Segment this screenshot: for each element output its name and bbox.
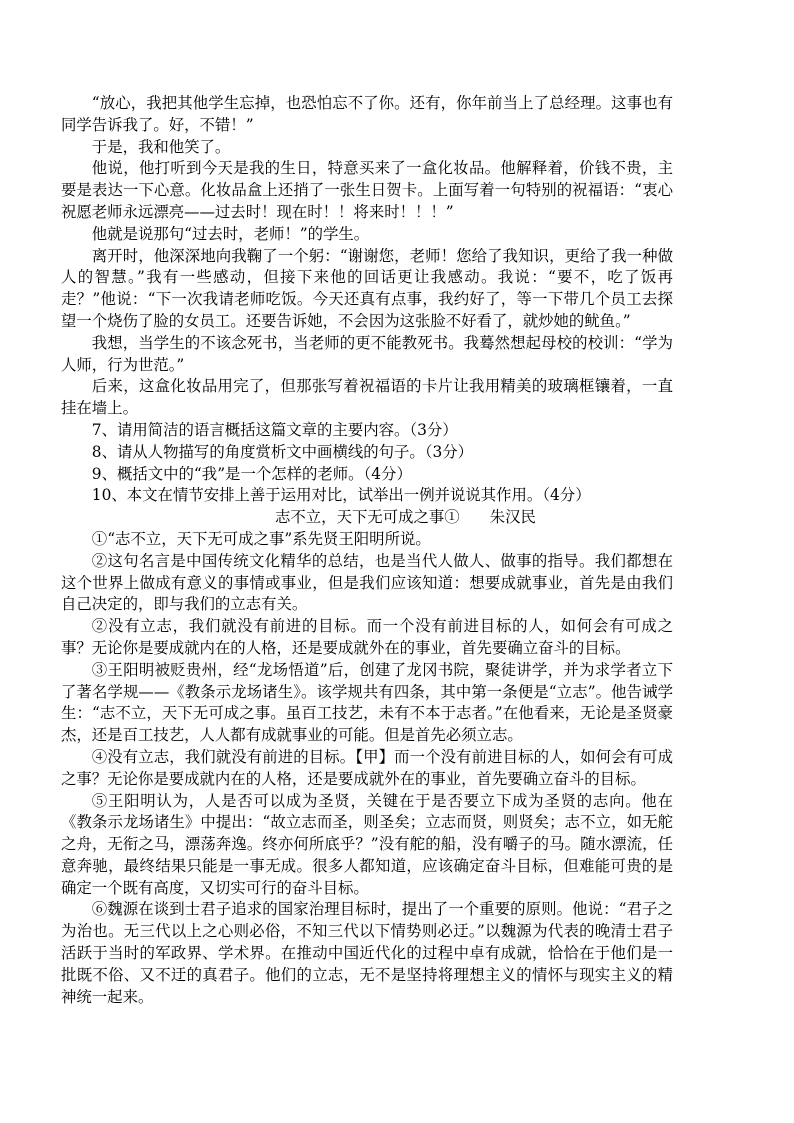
essay-paragraph: ②没有立志，我们就没有前进的目标。而一个没有前进目标的人，如何会有可成之事？无论你是要成就内在的人格，还是要成就外在的事业，首先要确立奋斗的目标。 [61, 617, 673, 657]
question-8: 8、请从人物描写的角度赏析文中画横线的句子。（3分） [91, 442, 474, 461]
essay-author: 朱汉民 [489, 508, 536, 527]
essay-paragraph: ①“志不立，天下无可成之事”系先贤王阳明所说。 [91, 529, 431, 548]
question-7: 7、请用简洁的语言概括这篇文章的主要内容。（3分） [91, 420, 458, 439]
question-10: 10、本文在情节安排上善于运用对比，试举出一例并说说其作用。（4分） [91, 486, 591, 505]
essay-paragraph: ③王阳明被贬贵州，经“龙场悟道”后，创建了龙冈书院，聚徒讲学，并为求学者立下了著名学规——《教条示龙场诸生》。该学规共有四条，其中第一条便是“立志”。他告诫学生：“志不立，天下无可成之事。虽百工技艺，未有不本于志者。”在他看来，无论是圣贤豪杰，还是百工技艺，人人都有成就事业的可能。但是首先必须立志。 [61, 660, 673, 745]
essay-paragraph: ④没有立志，我们就没有前进的目标。【甲】而一个没有前进目标的人，如何会有可成之事？无论你是要成就内在的人格，还是要成就外在的事业，首先要确立奋斗的目标。 [61, 747, 673, 788]
story-paragraph: 后来，这盒化妆品用完了，但那张写着祝福语的卡片让我用精美的玻璃框镶着，一直挂在墙上。 [61, 377, 673, 418]
essay-paragraph: ②这句名言是中国传统文化精华的总结，也是当代人做人、做事的指导。我们都想在这个世界上做成有意义的事情或事业，但是我们应该知道：想要成就事业，首先是由我们自己决定的，即与我们的立志有关。 [61, 551, 673, 614]
story-paragraph: 他说，他打听到今天是我的生日，特意买来了一盒化妆品。他解释着，价钱不贵，主要是表达一下心意。化妆品盒上还捎了一张生日贺卡。上面写着一句特别的祝福语：“衷心祝愿老师永远漂亮——过去时！现在时！！将来时！！！” [61, 159, 673, 221]
story-paragraph: 离开时，他深深地向我鞠了一个躬：“谢谢您，老师！您给了我知识，更给了我一种做人的智慧。”我有一些感动，但接下来他的回话更让我感动。我说：“要不，吃了饭再走？”他说：“下一次我请老师吃饭。今天还真有点事，我约好了，等一下带几个员工去探望一个烧伤了脸的女员工。还要告诉她，不会因为这张脸不好看了，就炒她的鱿鱼。” [61, 246, 673, 330]
essay-paragraph: ⑤王阳明认为，人是否可以成为圣贤，关键在于是否要立下成为圣贤的志向。他在《教条示龙场诸生》中提出：“故立志而圣，则圣矣；立志而贤，则贤矣；志不立，如无舵之舟，无衔之马，漂荡奔逸。终亦何所底乎？”没有舵的船，没有嚼子的马。随水漂流，任意奔驰，最终结果只能是一事无成。很多人都知道，应该确定奋斗目标，但难能可贵的是确定一个既有高度，又切实可行的奋斗目标。 [61, 791, 673, 897]
essay-paragraph: ⑥魏源在谈到士君子追求的国家治理目标时，提出了一个重要的原则。他说：“君子之为治也。无三代以上之心则必俗，不知三代以下情势则必迂。”以魏源为代表的晚清士君子活跃于当时的军政界、学术界。在推动中国近代化的过程中卓有成就，恰恰在于他们是一批既不俗、又不迂的真君子。他们的立志，无不是坚持将理想主义的情怀与现实主义的精神统一起来。 [61, 900, 673, 1006]
question-9: 9、概括文中的“我”是一个怎样的老师。（4分） [91, 464, 412, 483]
essay-section [61, 507, 673, 1008]
story-paragraph: 他就是说那句“过去时，老师！”的学生。 [91, 224, 370, 243]
essay-heading [61, 507, 673, 529]
story-paragraph: 我想，当学生的不该念死书，当老师的更不能教死书。我蓦然想起母校的校训：“学为人师，行为世范。” [61, 333, 673, 374]
questions-section [61, 420, 673, 507]
story-paragraph: 于是，我和他笑了。 [91, 137, 231, 156]
story-section [61, 93, 673, 420]
story-paragraph: “放心，我把其他学生忘掉，也恐怕忘不了你。还有，你年前当上了总经理。这事也有同学告诉我了。好，不错！” [61, 94, 673, 134]
essay-title: 志不立，天下无可成之事① [275, 508, 460, 527]
document-page [61, 93, 673, 1008]
